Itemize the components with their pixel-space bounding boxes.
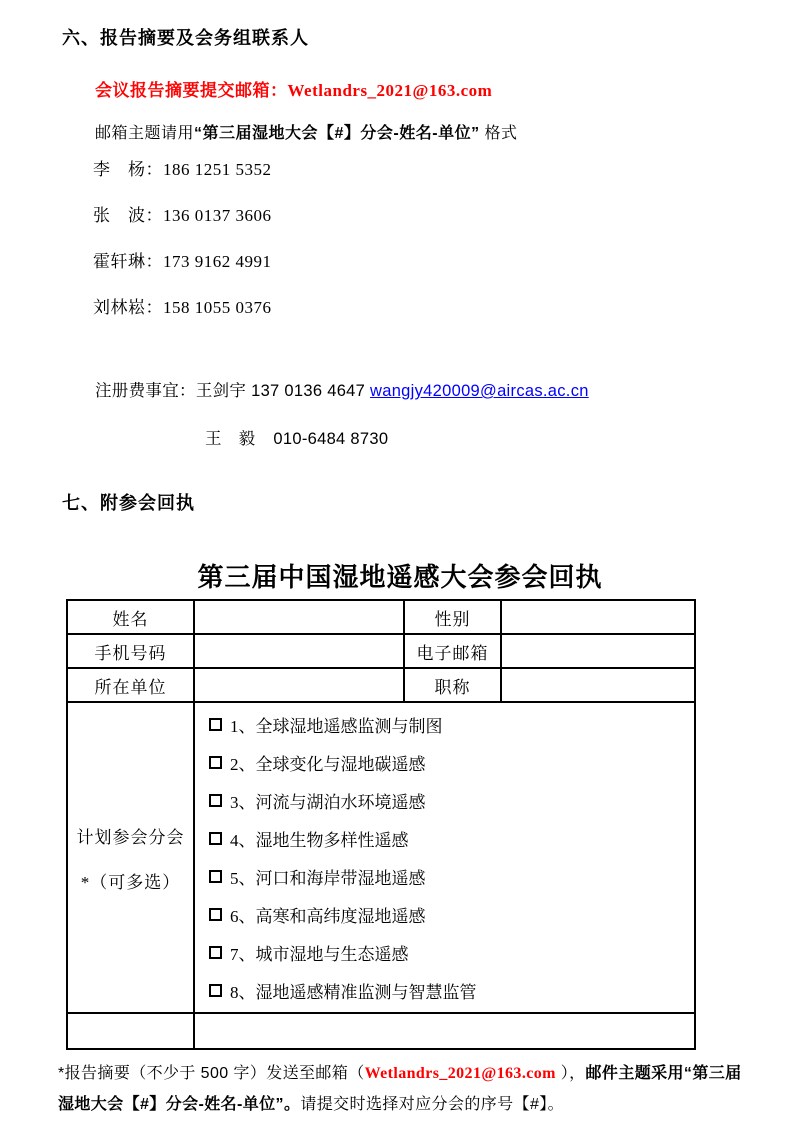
input-cell-title[interactable] [501, 668, 695, 702]
subject-format-emphasis: “第三届湿地大会【#】分会-姓名-单位” [194, 125, 480, 142]
checkbox-icon[interactable] [209, 984, 222, 997]
session-option [209, 864, 688, 889]
checkbox-icon[interactable] [209, 908, 222, 921]
session-option [209, 978, 688, 1003]
registration-label: 注册费事宜： [95, 382, 196, 400]
contact-name: 刘林崧 [93, 298, 146, 317]
section-7-heading: 七、附参会回执 [62, 493, 195, 513]
empty-cell-right[interactable] [194, 1013, 695, 1049]
subject-format-suffix: 格式 [479, 125, 518, 142]
abstract-email-label: 会议报告摘要提交邮箱： [95, 81, 288, 100]
field-label-affiliation: 所在单位 [67, 668, 194, 702]
input-cell-affiliation[interactable] [194, 668, 404, 702]
registration-email-link[interactable]: wangjy420009@aircas.ac.cn [370, 382, 589, 400]
session-option-label: 5、河口和海岸带湿地遥感 [230, 869, 426, 889]
contact-phone: 136 0137 3606 [163, 206, 272, 225]
subject-format-line [95, 120, 518, 143]
session-list [195, 703, 694, 1012]
footnote-seg4: 请提交时选择对应分会的序号【#】。 [300, 1096, 565, 1113]
footnote-seg3: 邮件主题采用“第三届湿地大会【#】分会-姓名-单位”。 [58, 1065, 742, 1113]
checkbox-icon[interactable] [209, 832, 222, 845]
footnote [58, 1058, 750, 1120]
colon: ： [145, 206, 163, 225]
empty-cell-left[interactable] [67, 1013, 194, 1049]
contact-phone: 173 9162 4991 [163, 252, 272, 271]
registration-contact2-name: 王 毅 [205, 430, 256, 448]
session-option-label: 2、全球变化与湿地碳遥感 [230, 754, 426, 774]
field-label-name: 姓名 [67, 600, 194, 634]
session-option-label: 7、城市湿地与生态遥感 [230, 945, 409, 965]
abstract-email-line [95, 76, 492, 101]
table-row [67, 634, 695, 668]
contact-line [93, 252, 272, 272]
subject-format-prefix: 邮箱主题请用 [95, 125, 195, 142]
contact-list [93, 160, 272, 344]
session-option [209, 750, 688, 775]
session-option-label: 6、高寒和高纬度湿地遥感 [230, 907, 426, 927]
session-header-line2: *（可多选） [80, 872, 181, 892]
colon: ： [145, 298, 163, 317]
footnote-email: Wetlandrs_2021@163.com [364, 1065, 556, 1082]
contact-line [93, 206, 272, 226]
reply-form-title: 第三届中国湿地遥感大会参会回执 [197, 563, 603, 592]
session-header-cell [67, 702, 194, 1013]
session-option-label: 3、河流与湖泊水环境遥感 [230, 792, 426, 812]
checkbox-icon[interactable] [209, 718, 222, 731]
colon: ： [145, 252, 163, 271]
registration-contact2-phone: 010-6484 8730 [273, 430, 389, 448]
table-row-empty [67, 1013, 695, 1049]
session-option-label: 1、全球湿地遥感监测与制图 [230, 716, 443, 736]
contact-name: 霍轩琳 [93, 252, 146, 271]
session-options-cell [194, 702, 695, 1013]
reply-form-table [66, 599, 696, 1050]
contact-phone: 186 1251 5352 [163, 160, 272, 179]
table-row [67, 668, 695, 702]
input-cell-mobile[interactable] [194, 634, 404, 668]
checkbox-icon[interactable] [209, 756, 222, 769]
session-option [209, 902, 688, 927]
table-row [67, 600, 695, 634]
colon: ： [145, 160, 163, 179]
contact-name: 李 杨 [93, 160, 146, 179]
session-option-label: 4、湿地生物多样性遥感 [230, 830, 409, 850]
field-label-mobile: 手机号码 [67, 634, 194, 668]
table-row-sessions [67, 702, 695, 1013]
session-option [209, 712, 688, 737]
input-cell-gender[interactable] [501, 600, 695, 634]
session-option-label: 8、湿地遥感精准监测与智慧监管 [230, 983, 477, 1003]
field-label-gender: 性别 [404, 600, 501, 634]
field-label-email: 电子邮箱 [404, 634, 501, 668]
contact-name: 张 波 [93, 206, 146, 225]
abstract-email-address: Wetlandrs_2021@163.com [287, 81, 493, 100]
contact-line [93, 160, 272, 180]
footnote-seg1: *报告摘要（不少于 500 字）发送至邮箱（ [58, 1065, 365, 1082]
input-cell-email[interactable] [501, 634, 695, 668]
registration-fee-line-2 [205, 425, 388, 449]
checkbox-icon[interactable] [209, 870, 222, 883]
session-option [209, 826, 688, 851]
field-label-title: 职称 [404, 668, 501, 702]
contact-line [93, 298, 272, 318]
session-header-line1: 计划参会分会 [76, 827, 185, 847]
checkbox-icon[interactable] [209, 794, 222, 807]
section-6-heading: 六、报告摘要及会务组联系人 [62, 28, 309, 48]
registration-fee-line [95, 377, 589, 401]
session-option [209, 788, 688, 813]
checkbox-icon[interactable] [209, 946, 222, 959]
registration-contact1-phone: 137 0136 4647 [251, 382, 366, 400]
registration-contact1-name: 王剑宇 [195, 382, 247, 400]
contact-phone: 158 1055 0376 [163, 298, 272, 317]
session-option [209, 940, 688, 965]
input-cell-name[interactable] [194, 600, 404, 634]
footnote-seg2: ）， [555, 1065, 586, 1082]
